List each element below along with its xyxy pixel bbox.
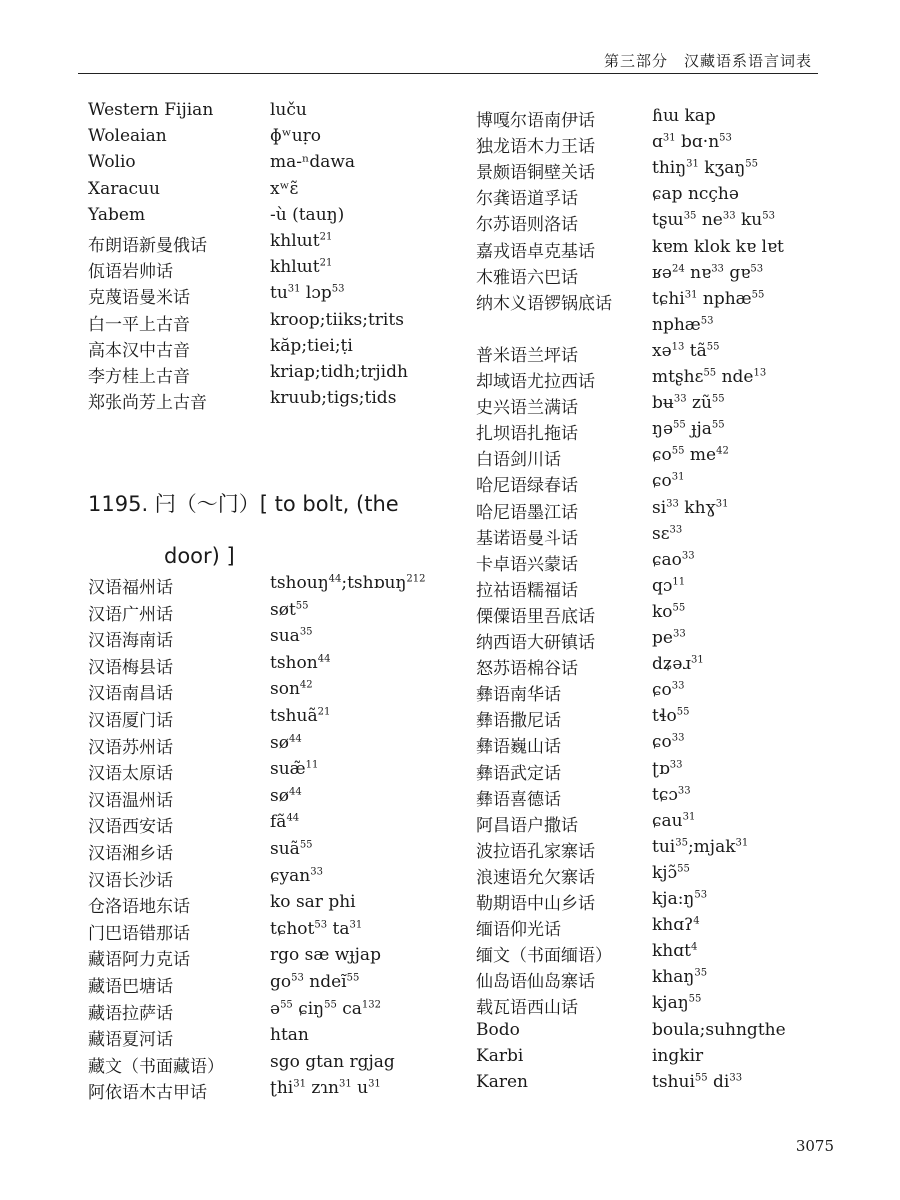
word-form: ɕao$^{33}$ [652,549,695,570]
page-number: 3075 [795,1137,834,1155]
language-name: 浪速语允欠寨话 [476,867,595,888]
language-name: 汉语南昌话 [88,684,173,705]
word-form: khlɯt$^{21}$ [270,231,333,251]
language-name: 彝语喜德话 [476,789,561,810]
language-name: 汉语梅县话 [88,657,173,678]
word-form: kjaŋ$^{55}$ [652,993,702,1014]
language-name: 汉语厦门话 [88,711,173,731]
word-form: $ko^{55}$ [652,601,686,622]
language-name: Yabem [88,204,146,225]
word-form: $pe^{33}$ [652,628,686,648]
language-name: Xaracuu [88,178,160,199]
language-name: 汉语长沙话 [88,870,173,891]
word-form: $fã^{44}$ [270,812,300,833]
section-heading-line2: door) ] [164,544,235,568]
language-name: 布朗语新曼俄话 [88,236,207,256]
word-form: ɕap ncçhə [652,184,739,205]
language-name: 汉语湘乡话 [88,844,173,864]
language-name: 木雅语六巴话 [476,267,578,288]
word-form: xə$^{13}$ $tã^{55}$ [652,340,720,361]
language-name: 郑张尚芳上古音 [88,393,207,414]
language-name: 汉语福州话 [88,578,173,598]
word-form: ɕo$^{55}$ $me^{42}$ [652,445,729,466]
language-name: 却域语尤拉西话 [476,372,595,392]
word-form: ʁə$^{24}$ nɐ$^{33}$ gɐ$^{53}$ [652,262,764,283]
language-name: 哈尼语绿春话 [476,476,578,497]
word-form: $kja:ŋ^{53}$ [652,889,708,909]
language-name: Western Fijian [88,100,214,120]
word-form: tɕhi$^{31}$ nphæ$^{55}$ [652,288,765,309]
language-name: 白语剑川话 [476,450,561,471]
language-name: 汉语温州话 [88,790,173,811]
language-name: 怒苏语棉谷话 [476,659,578,680]
language-name: 汉语广州话 [88,604,173,625]
word-form: tɬo$^{55}$ [652,706,690,727]
word-form: suã$^{55}$ [270,839,313,859]
language-name: 彝语武定话 [476,763,561,784]
word-form: kruub;tigs;tids [270,388,397,409]
word-form: kăp;tiei;ṭi [270,335,353,356]
word-form: $tu^{31}$ lɔp$^{53}$ [270,283,345,304]
word-form: boula;suhngthe [652,1019,786,1040]
language-name: Karbi [476,1045,524,1066]
language-name: Wolio [88,152,136,173]
word-form: khɑʔ$^4$ [652,915,700,936]
language-name: Karen [476,1071,528,1092]
word-form: ɕo$^{31}$ [652,471,685,492]
word-form: khlɯt$^{21}$ [270,257,333,278]
word-form: søt$^{55}$ [270,599,309,620]
word-form: dʑəɹ$^{31}$ [652,654,704,675]
word-form: ʈhi$^{31}$ zɿn$^{31}$ $u^{31}$ [270,1078,381,1099]
word-form: -ù (tauŋ) [270,204,345,225]
language-name: 汉语海南话 [88,631,173,652]
word-form: kɐm klok kɐ lɐt [652,236,784,257]
word-form: ɑ$^{31}$ $bɑ\cdot n^{53}$ [652,132,732,153]
word-form: ɕo$^{33}$ [652,732,685,753]
section-heading-line1: 1195. 闩（～门）[ to bolt, (the [88,492,399,516]
word-form: htan [270,1025,309,1046]
word-form: tɕɔ$^{33}$ [652,784,691,805]
language-name: 基诺语曼斗话 [476,528,578,549]
word-form: tshon$^{44}$ [270,652,331,673]
word-form: son$^{42}$ [270,679,313,700]
language-name: 彝语撒尼话 [476,711,561,732]
word-form: $go^{53}$ ndeĩ$^{55}$ [270,972,360,992]
language-name: 纳木义语锣锅底话 [476,293,612,314]
word-form: $sø^{44}$ [270,785,302,806]
language-name: Woleaian [88,126,167,147]
language-name: 拉祜语糯福话 [476,580,578,601]
word-form: ingkir [652,1045,704,1066]
language-name: 阿依语木古甲话 [88,1083,207,1104]
language-name: 佤语岩帅话 [88,262,173,283]
language-name: 嘉戎语卓克基话 [476,241,595,262]
language-name: 藏语阿力克话 [88,950,190,971]
word-form: mtʂhɛ$^{55}$ nde$^{13}$ [652,367,767,387]
language-name: 门巴语错那话 [88,923,190,944]
language-name: 扎坝语扎拖话 [476,424,578,445]
running-header: 第三部分 汉藏语系语言词表 [603,52,812,70]
word-form: tshuã$^{21}$ [270,706,331,726]
language-name: 纳西语大研镇话 [476,633,595,653]
section-heading [88,478,448,582]
language-name: 载瓦语西山话 [476,998,578,1019]
word-form: kroop;tiiks;trits [270,309,404,330]
word-form: $sø^{44}$ [270,732,302,753]
word-form: rgo sæ wɟjap [270,945,381,966]
word-form: ɕau$^{31}$ [652,810,696,831]
word-form: ko sar phi [270,892,356,913]
language-name: 波拉语孔家寨话 [476,841,595,862]
word-form: kriap;tidh;trjidh [270,362,408,382]
word-form: bʉ$^{33}$ $zũ^{55}$ [652,393,725,414]
language-name: 藏文（书面藏语） [88,1056,224,1077]
language-name: 缅语仰光话 [476,920,561,941]
language-name: 傈僳语里吾底话 [476,606,595,627]
language-name: 汉语西安话 [88,817,173,838]
language-name: 尔苏语则洛话 [476,215,578,236]
language-name: 克蔑语曼米话 [88,288,190,309]
word-form: sgo gtan rgjag [270,1051,395,1072]
language-name: 彝语南华话 [476,685,561,706]
word-form: sua$^{35}$ [270,626,313,647]
language-name: 汉语苏州话 [88,737,173,758]
language-name: 勒期语中山乡话 [476,894,595,914]
word-form: ɸʷuṛo [270,126,322,147]
language-name: 白一平上古音 [88,314,190,335]
word-form: tʂɯ$^{35}$ $ne^{33}$ $ku^{53}$ [652,210,775,231]
language-name: 阿昌语户撒话 [476,815,578,836]
word-form: tshui$^{55}$ $di^{33}$ [652,1071,743,1092]
language-name: 藏语巴塘话 [88,977,173,997]
language-name: 李方桂上古音 [88,367,190,387]
word-form: suæ̃$^{11}$ [270,759,319,780]
language-name: 独龙语木力王话 [476,137,595,158]
word-form: ʈɒ$^{33}$ [652,758,683,779]
language-name: 藏语夏河话 [88,1030,173,1051]
language-name: 高本汉中古音 [88,340,190,361]
language-name: 景颇语铜壁关话 [476,163,595,184]
word-form: qɔ$^{11}$ [652,575,686,596]
word-form: nphæ$^{53}$ [652,314,714,335]
word-form: khɑt$^4$ [652,941,698,962]
word-form: tui$^{35}$;mjak$^{31}$ [652,836,749,857]
word-form: tɕhot$^{53}$ $ta^{31}$ [270,918,363,939]
word-form: ɕyan$^{33}$ [270,865,323,886]
word-form: ɦɯ kap [652,106,716,126]
word-form: luču [270,100,307,120]
word-form: sɛ$^{33}$ [652,523,683,544]
language-name: 彝语巍山话 [476,737,561,758]
language-name: 尔龚语道孚话 [476,189,578,210]
language-name: 缅文（书面缅语） [476,946,612,967]
word-form: ɕo$^{33}$ [652,680,685,701]
word-form: ŋə$^{55}$ ɟja$^{55}$ [652,419,725,440]
word-form: thiŋ$^{31}$ kʒaŋ$^{55}$ [652,158,759,179]
word-form: xʷɛ̃ [270,178,299,199]
language-name: 史兴语兰满话 [476,398,578,419]
language-name: 卡卓语兴蒙话 [476,554,578,575]
language-name: 仙岛语仙岛寨话 [476,972,595,993]
word-form: khaŋ$^{35}$ [652,967,708,988]
language-name: 博嘎尔语南伊话 [476,111,595,131]
language-name: 藏语拉萨话 [88,1003,173,1024]
language-name: Bodo [476,1019,520,1040]
language-name: 普米语兰坪话 [476,345,578,366]
word-form: ma-ⁿdawa [270,152,356,173]
header-rule [78,73,818,74]
language-name: 汉语太原话 [88,764,173,785]
word-form: tshouŋ$^{44}$;tshɒuŋ$^{212}$ [270,573,426,593]
language-name: 仓洛语地东话 [88,897,190,918]
word-form: ə$^{55}$ ɕiŋ$^{55}$ $ca^{132}$ [270,998,381,1019]
word-form: kjɔ̃$^{55}$ [652,862,690,883]
word-form: $si^{33}$ khɣ$^{31}$ [652,497,729,518]
language-name: 哈尼语墨江话 [476,502,578,523]
